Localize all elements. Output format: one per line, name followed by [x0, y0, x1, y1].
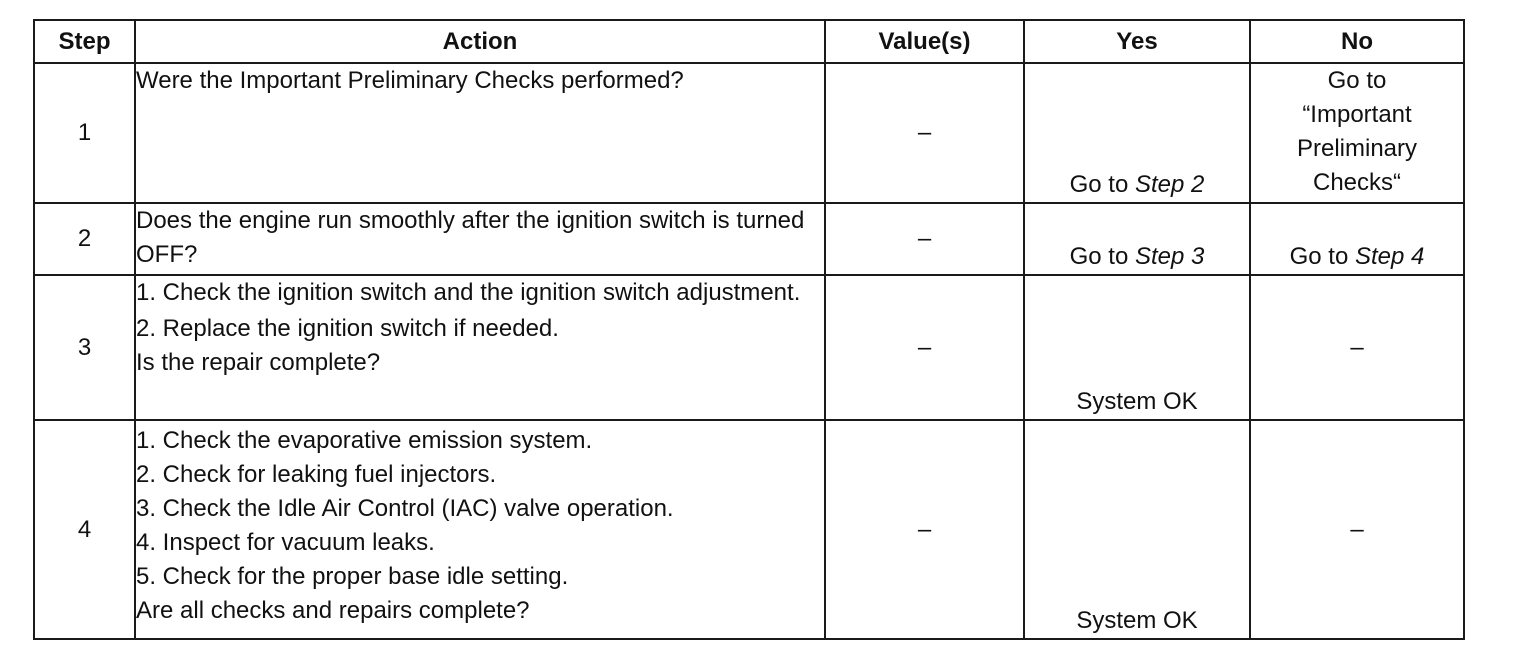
no-line[interactable]: Preliminary: [1296, 135, 1418, 162]
action-question: Were the Important Preliminary Checks performed?: [136, 67, 684, 94]
no-line[interactable]: “Important: [1302, 101, 1412, 128]
action-cell: [135, 420, 825, 639]
no-cell: [1250, 203, 1464, 275]
no-line: Go to: [1327, 67, 1387, 94]
yes-cell: System OK: [1024, 420, 1250, 639]
action-question: Are all checks and repairs complete?: [136, 597, 530, 624]
step-number: 2: [34, 203, 135, 275]
action-item: 2. Replace the ignition switch if needed.: [136, 315, 559, 342]
header-action: Action: [135, 20, 825, 63]
yes-cell: [1024, 63, 1250, 203]
table-row: [34, 275, 1464, 420]
yes-cell: System OK: [1024, 275, 1250, 420]
action-cell: [135, 275, 825, 420]
value-cell: –: [825, 420, 1024, 639]
step-number: 3: [34, 275, 135, 420]
table-row: [34, 63, 1464, 203]
action-item: 2. Check for leaking fuel injectors.: [136, 461, 497, 488]
step-number: 1: [34, 63, 135, 203]
action-item: 1. Check the evaporative emission system.: [136, 427, 593, 454]
table-row: [34, 203, 1464, 275]
header-values: Value(s): [825, 20, 1024, 63]
action-item: 5. Check for the proper base idle setting.: [136, 563, 569, 590]
value-cell: –: [825, 63, 1024, 203]
yes-step-link[interactable]: Step 2: [1134, 171, 1205, 198]
action-item: 1. Check the ignition switch and the ignition switch adjustment.: [136, 279, 801, 306]
value-cell: –: [825, 275, 1024, 420]
no-prefix: Go to: [1289, 243, 1349, 270]
header-yes: Yes: [1024, 20, 1250, 63]
action-cell: [135, 63, 825, 203]
action-question: Is the repair complete?: [136, 349, 381, 376]
no-cell: –: [1250, 275, 1464, 420]
action-item: 4. Inspect for vacuum leaks.: [136, 529, 435, 556]
value-cell: –: [825, 203, 1024, 275]
header-no: No: [1250, 20, 1464, 63]
no-line[interactable]: Checks“: [1312, 169, 1402, 196]
no-cell: –: [1250, 420, 1464, 639]
yes-step-link[interactable]: Step 3: [1134, 243, 1205, 270]
header-step: Step: [34, 20, 135, 63]
table-row: [34, 420, 1464, 639]
yes-cell: [1024, 203, 1250, 275]
action-question: Does the engine run smoothly after the ignition switch is turned OFF?: [136, 207, 805, 268]
no-step-link[interactable]: Step 4: [1354, 243, 1425, 270]
yes-prefix: Go to: [1069, 243, 1129, 270]
diagnostic-table: [33, 19, 1465, 640]
yes-prefix: Go to: [1069, 171, 1129, 198]
no-cell: [1250, 63, 1464, 203]
action-item: 3. Check the Idle Air Control (IAC) valve operation.: [136, 495, 674, 522]
step-number: 4: [34, 420, 135, 639]
action-cell: [135, 203, 825, 275]
header-row: [34, 20, 1464, 63]
